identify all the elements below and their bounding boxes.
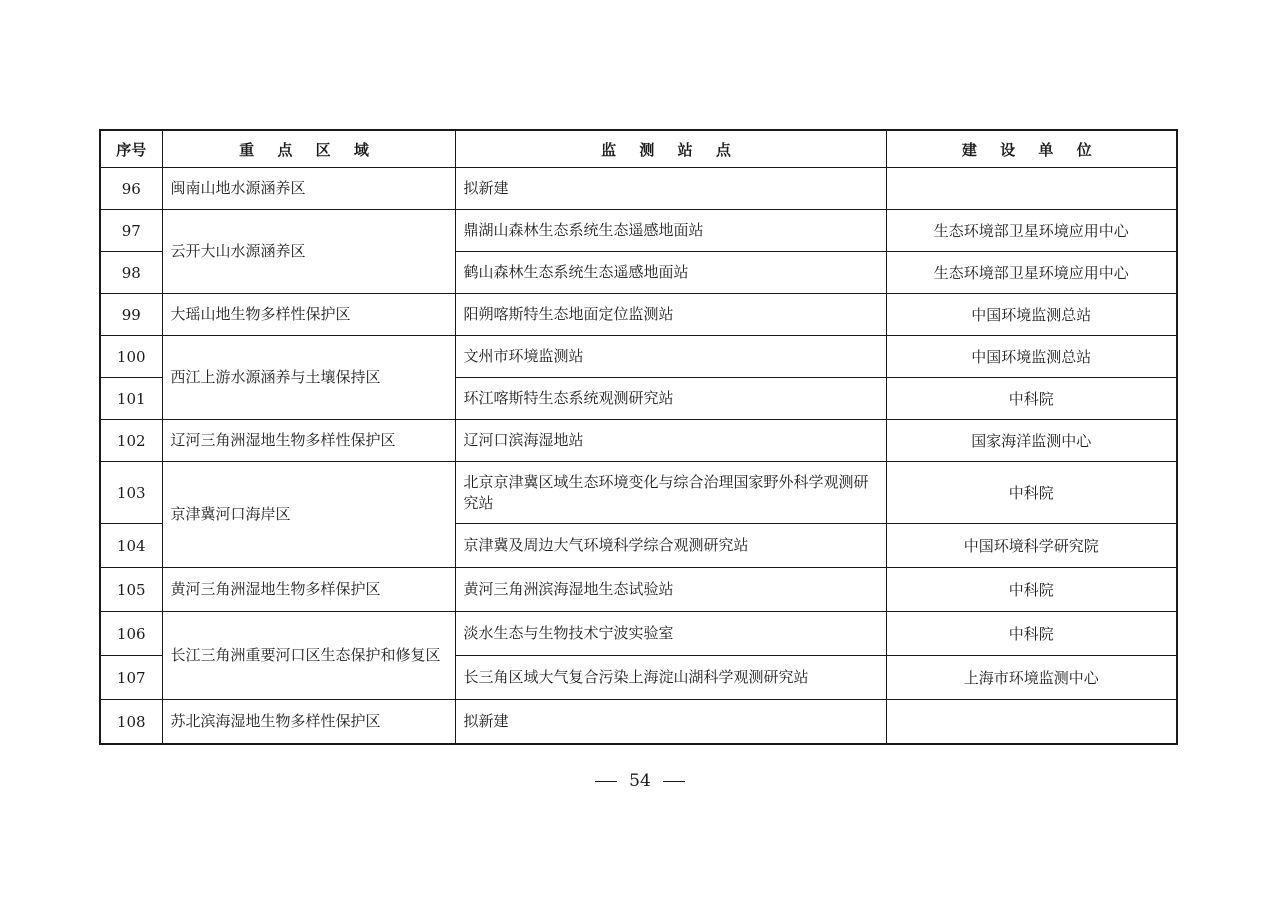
row-station: 拟新建 [455,168,886,210]
table-row [100,294,1177,336]
row-region: 苏北滨海湿地生物多样性保护区 [162,700,455,745]
row-unit: 中科院 [886,612,1177,656]
row-station: 京津冀及周边大气环境科学综合观测研究站 [455,524,886,568]
row-station: 黄河三角洲滨海湿地生态试验站 [455,568,886,612]
row-unit [886,700,1177,745]
row-number: 101 [100,378,162,420]
left-dash [595,781,617,782]
row-number: 108 [100,700,162,745]
header-key-region: 重 点 区 域 [162,130,455,168]
row-unit: 国家海洋监测中心 [886,420,1177,462]
row-unit: 生态环境部卫星环境应用中心 [886,210,1177,252]
header-construction-unit: 建 设 单 位 [886,130,1177,168]
table-row [100,568,1177,612]
row-station: 鹤山森林生态系统生态遥感地面站 [455,252,886,294]
row-number: 102 [100,420,162,462]
row-region: 长江三角洲重要河口区生态保护和修复区 [162,612,455,700]
row-station: 阳朔喀斯特生态地面定位监测站 [455,294,886,336]
row-station: 北京京津冀区域生态环境变化与综合治理国家野外科学观测研究站 [455,462,886,524]
right-dash [663,781,685,782]
row-number: 106 [100,612,162,656]
row-region: 京津冀河口海岸区 [162,462,455,568]
page-footer [0,771,1280,791]
row-station: 拟新建 [455,700,886,745]
row-region: 云开大山水源涵养区 [162,210,455,294]
row-number: 104 [100,524,162,568]
row-number: 103 [100,462,162,524]
row-station: 环江喀斯特生态系统观测研究站 [455,378,886,420]
header-monitoring-station: 监 测 站 点 [455,130,886,168]
page-number: 54 [629,771,651,791]
table-row [100,336,1177,378]
row-station: 鼎湖山森林生态系统生态遥感地面站 [455,210,886,252]
row-station: 淡水生态与生物技术宁波实验室 [455,612,886,656]
row-unit: 中国环境监测总站 [886,336,1177,378]
row-region: 闽南山地水源涵养区 [162,168,455,210]
stations-table [99,129,1178,745]
row-station: 长三角区域大气复合污染上海淀山湖科学观测研究站 [455,656,886,700]
row-unit: 生态环境部卫星环境应用中心 [886,252,1177,294]
row-region: 辽河三角洲湿地生物多样性保护区 [162,420,455,462]
row-unit: 中国环境科学研究院 [886,524,1177,568]
row-region: 西江上游水源涵养与土壤保持区 [162,336,455,420]
row-unit: 中科院 [886,378,1177,420]
row-number: 96 [100,168,162,210]
row-unit: 上海市环境监测中心 [886,656,1177,700]
header-serial-number: 序号 [100,130,162,168]
table-row [100,168,1177,210]
row-region: 大瑶山地生物多样性保护区 [162,294,455,336]
row-station: 文州市环境监测站 [455,336,886,378]
row-unit [886,168,1177,210]
table-row [100,420,1177,462]
table-header-row [100,130,1177,168]
table-row [100,210,1177,252]
table-row [100,612,1177,656]
table-row [100,700,1177,745]
row-number: 97 [100,210,162,252]
row-number: 107 [100,656,162,700]
row-station: 辽河口滨海湿地站 [455,420,886,462]
row-number: 99 [100,294,162,336]
row-unit: 中国环境监测总站 [886,294,1177,336]
row-number: 100 [100,336,162,378]
row-unit: 中科院 [886,462,1177,524]
row-unit: 中科院 [886,568,1177,612]
row-number: 105 [100,568,162,612]
table-row [100,462,1177,524]
row-region: 黄河三角洲湿地生物多样保护区 [162,568,455,612]
row-number: 98 [100,252,162,294]
